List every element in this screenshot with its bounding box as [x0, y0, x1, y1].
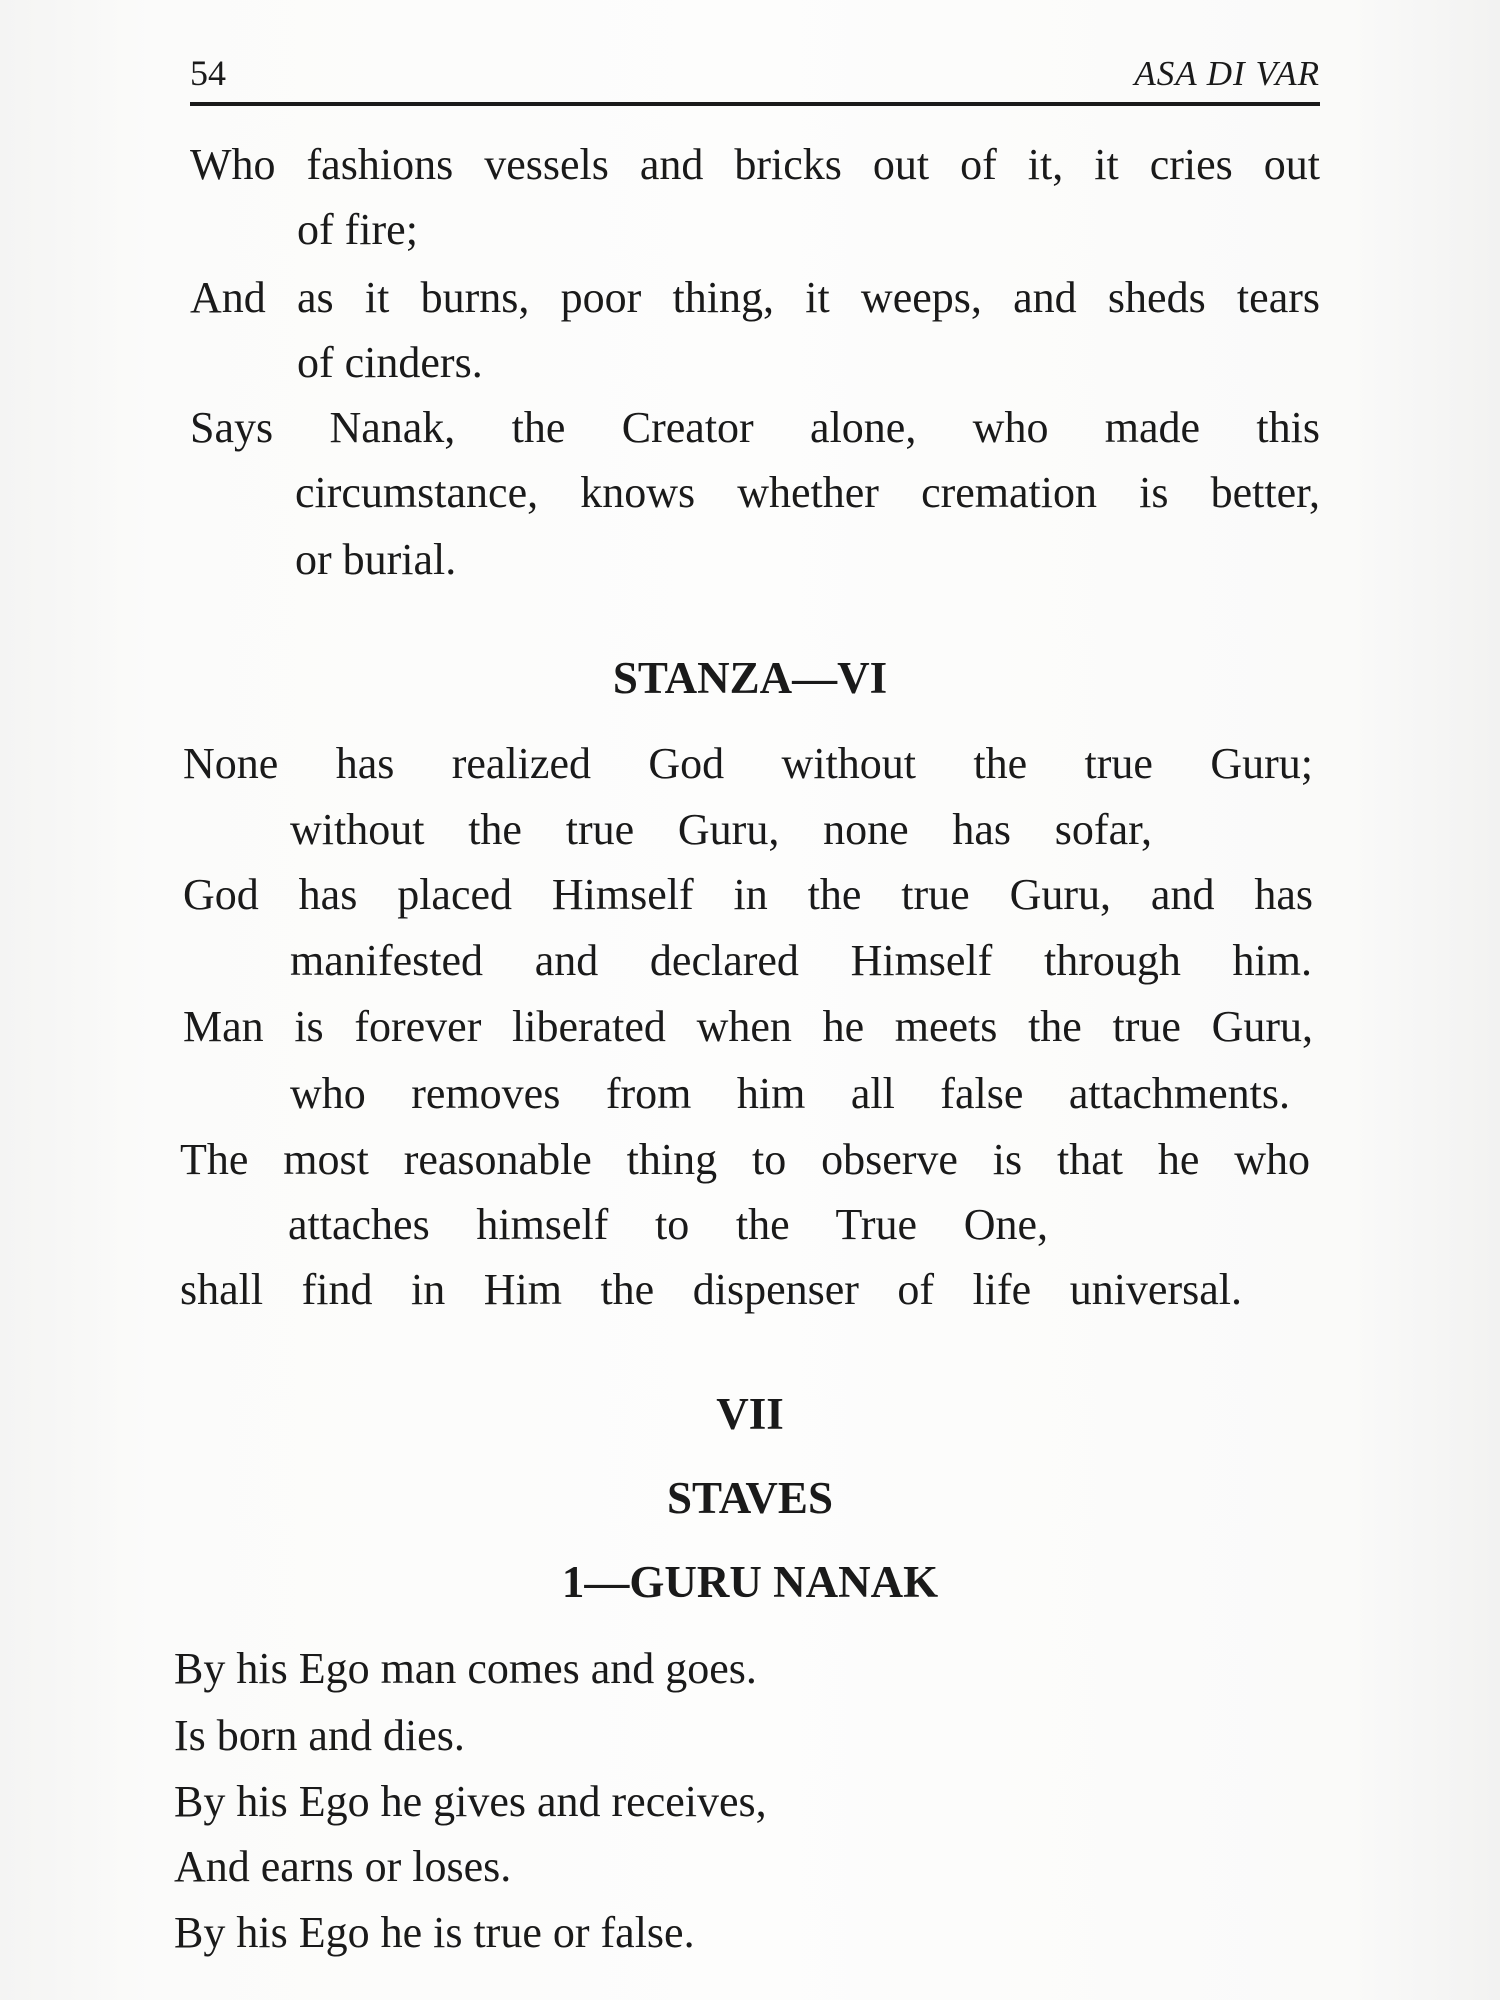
verse-line: without the true Guru, none has sofar,	[290, 805, 1152, 854]
verse-line: of cinders.	[297, 338, 483, 387]
verse-line: And as it burns, poor thing, it weeps, and sheds tears	[190, 273, 1320, 322]
verse-line: The most reasonable thing to observe is that he who	[180, 1135, 1310, 1184]
verse-line: who removes from him all false attachments.	[290, 1069, 1290, 1118]
verse-line: By his Ego he is true or false.	[174, 1908, 695, 1957]
verse-line: attaches himself to the True One,	[288, 1200, 1048, 1249]
verse-line: or burial.	[295, 535, 457, 584]
verse-line: Says Nanak, the Creator alone, who made this	[190, 403, 1320, 452]
staves-heading: STAVES	[667, 1473, 833, 1523]
stanza-heading: STANZA—VI	[612, 653, 888, 703]
verse-line: Who fashions vessels and bricks out of it, it cries out	[190, 140, 1320, 189]
verse-line: Man is forever liberated when he meets the true Guru,	[183, 1002, 1313, 1051]
verse-line: None has realized God without the true Guru;	[183, 739, 1313, 788]
guru-heading: 1—GURU NANAK	[561, 1557, 939, 1607]
verse-line: God has placed Himself in the true Guru, and has	[183, 870, 1313, 919]
verse-line: of fire;	[297, 205, 418, 254]
verse-line: Is born and dies.	[174, 1711, 465, 1760]
verse-line: shall find in Him the dispenser of life universal.	[180, 1265, 1242, 1314]
verse-line: manifested and declared Himself through him.	[290, 936, 1312, 985]
verse-line: And earns or loses.	[174, 1842, 512, 1891]
section-number: VII	[716, 1389, 784, 1439]
book-title: ASA DI VAR	[1134, 54, 1320, 93]
verse-line: By his Ego man comes and goes.	[174, 1644, 757, 1693]
verse-line: circumstance, knows whether cremation is better,	[295, 468, 1320, 517]
verse-line: By his Ego he gives and receives,	[174, 1777, 767, 1826]
page-number: 54	[190, 53, 226, 93]
